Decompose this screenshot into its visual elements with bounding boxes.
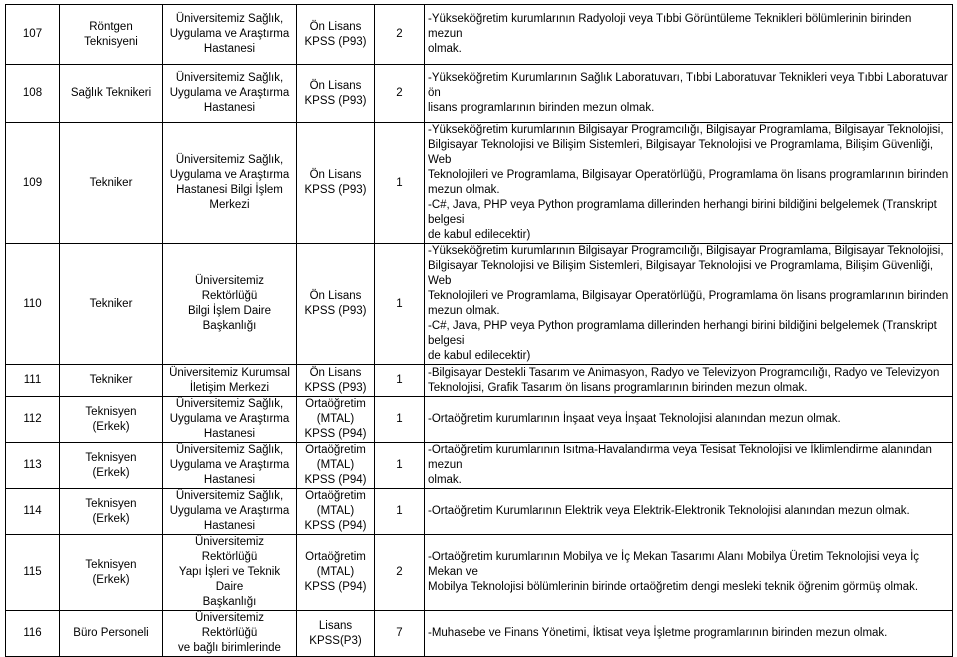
cell-line: Mobilya Teknolojisi bölümlerinin birinde ortaöğretim dengi mesleki teknik öğrenim görmüş olmak. (428, 581, 919, 593)
cell-line: Teknisyen (85, 558, 137, 571)
position-title (60, 5, 163, 65)
positions-table-body (6, 5, 953, 657)
position-title (60, 535, 163, 611)
cell-line: -Ortaöğretim kurumlarının Isıtma-Havalandırma veya Tesisat Teknolojisi ve İklimlendirme alanından mezun (428, 444, 932, 471)
cell-line: -Yükseköğretim kurumlarının Radyoloji veya Tıbbi Görüntüleme Teknikleri bölümlerinin birinden mezun (428, 13, 912, 40)
cell-line: Üniversitemiz Sağlık, (175, 490, 284, 502)
position-requirements (425, 65, 953, 123)
position-number: 116 (6, 611, 60, 657)
cell-line: Üniversitemiz Rektörlüğü (194, 536, 264, 563)
position-unit (163, 443, 297, 489)
cell-line: Bilgi İşlem Daire Başkanlığı (187, 305, 272, 332)
position-number: 109 (6, 123, 60, 244)
education-level (297, 365, 375, 397)
cell-line: -Ortaöğretim Kurumlarının Elektrik veya Elektrik-Elektronik Teknolojisi alanından mezun olmak. (428, 505, 910, 517)
position-requirements (425, 5, 953, 65)
cell-line: Lisans (318, 619, 353, 632)
cell-line: Üniversitemiz Sağlık, (175, 444, 284, 456)
cell-line: (MTAL) (316, 566, 355, 578)
cell-line: (Erkek) (92, 466, 130, 479)
cell-line: mezun olmak. (428, 184, 500, 196)
position-requirements (425, 535, 953, 611)
cell-line: KPSS (P94) (304, 520, 367, 532)
cell-line: Tekniker (89, 176, 133, 189)
cell-line: (MTAL) (316, 413, 355, 425)
position-title (60, 365, 163, 397)
education-level (297, 397, 375, 443)
cell-line: Ön Lisans (309, 366, 362, 379)
cell-line: Ön Lisans (309, 169, 362, 181)
position-requirements (425, 611, 953, 657)
position-count: 1 (375, 397, 425, 443)
cell-line: Hastanesi Bilgi İşlem (176, 184, 283, 196)
cell-line: -Ortaöğretim kurumlarının İnşaat veya İnşaat Teknolojisi alanından mezun olmak. (428, 413, 841, 425)
table-row (6, 123, 953, 244)
position-unit (163, 5, 297, 65)
position-count: 2 (375, 65, 425, 123)
cell-line: KPSS (P93) (304, 35, 367, 48)
position-unit (163, 489, 297, 535)
cell-line: (Erkek) (92, 573, 130, 586)
cell-line: Uygulama ve Araştırma (169, 505, 290, 517)
position-count: 7 (375, 611, 425, 657)
position-number: 111 (6, 365, 60, 397)
position-requirements (425, 123, 953, 244)
cell-line: Yapı İşleri ve Teknik Daire (178, 566, 281, 593)
cell-line: Üniversitemiz Sağlık, (175, 72, 284, 84)
position-requirements (425, 365, 953, 397)
position-count: 2 (375, 5, 425, 65)
position-unit (163, 397, 297, 443)
cell-line: Üniversitemiz Kurumsal (169, 366, 290, 379)
cell-line: Uygulama ve Araştırma (169, 413, 290, 425)
cell-line: KPSS (P94) (304, 428, 367, 440)
education-level (297, 65, 375, 123)
position-count: 1 (375, 123, 425, 244)
cell-line: Teknisyen (85, 497, 137, 510)
cell-line: Üniversitemiz Rektörlüğü (194, 275, 264, 302)
position-title (60, 443, 163, 489)
table-row (6, 489, 953, 535)
cell-line: (MTAL) (316, 505, 355, 517)
cell-line: Üniversitemiz Rektörlüğü (194, 612, 264, 639)
cell-line: Büro Personeli (73, 627, 149, 639)
cell-line: Hastanesi (203, 520, 256, 532)
cell-line: Merkezi (209, 199, 250, 211)
position-number: 114 (6, 489, 60, 535)
cell-line: Bilgisayar Teknolojisi ve Bilişim Sistemleri, Bilgisayar Teknolojisi ve Programlama, Bilişim Güvenliği, Web (428, 139, 934, 166)
cell-line: Üniversitemiz Sağlık, (175, 13, 284, 25)
position-title (60, 397, 163, 443)
cell-line: Hastanesi (203, 43, 256, 55)
cell-line: Uygulama ve Araştırma (169, 28, 290, 40)
position-unit (163, 65, 297, 123)
cell-line: İletişim Merkezi (189, 381, 270, 394)
position-number: 110 (6, 244, 60, 365)
cell-line: Ortaöğretim (305, 490, 366, 502)
position-number: 115 (6, 535, 60, 611)
cell-line: olmak. (428, 474, 462, 486)
cell-line: Üniversitemiz Sağlık, (175, 398, 284, 410)
education-level (297, 5, 375, 65)
education-level (297, 244, 375, 365)
position-title (60, 611, 163, 657)
cell-line: Teknolojileri ve Programlama, Bilgisayar Operatörlüğü, Programlama ön lisans programlarının birinden (428, 169, 949, 181)
cell-line: KPSS (P94) (304, 474, 367, 486)
cell-line: Bilgisayar Teknolojisi ve Bilişim Sistemleri, Bilgisayar Teknolojisi ve Programlama, Bilişim Güvenliği, Web (428, 260, 934, 287)
position-number: 108 (6, 65, 60, 123)
education-level (297, 123, 375, 244)
cell-line: KPSS(P3) (309, 634, 362, 647)
cell-line: Teknisyen (85, 451, 137, 464)
position-unit (163, 244, 297, 365)
table-row (6, 535, 953, 611)
cell-line: Teknolojisi, Grafik Tasarım ön lisans programlarının birinden mezun olmak. (428, 381, 808, 394)
cell-line: Teknolojileri ve Programlama, Bilgisayar Operatörlüğü, Programlama ön lisans programlarının birinden (428, 290, 949, 302)
cell-line: Ön Lisans (309, 79, 362, 92)
position-title (60, 489, 163, 535)
cell-line: de kabul edilecektir) (428, 350, 531, 362)
position-requirements (425, 489, 953, 535)
cell-line: KPSS (P93) (304, 184, 367, 196)
position-unit (163, 611, 297, 657)
cell-line: -Bilgisayar Destekli Tasarım ve Animasyon, Radyo ve Televizyon Programcılığı, Radyo ve Televizyon (428, 366, 940, 379)
positions-table (5, 4, 953, 657)
table-row (6, 397, 953, 443)
cell-line: Ön Lisans (309, 290, 362, 302)
position-count: 2 (375, 535, 425, 611)
table-row (6, 244, 953, 365)
cell-line: Ön Lisans (309, 20, 362, 33)
cell-line: (MTAL) (316, 459, 355, 471)
cell-line: -C#, Java, PHP veya Python programlama dillerinden herhangi birini bildiğini belgelemek (Transkript belgesi (428, 320, 937, 347)
position-count: 1 (375, 244, 425, 365)
table-row (6, 365, 953, 397)
position-requirements (425, 244, 953, 365)
table-row (6, 65, 953, 123)
cell-line: KPSS (P94) (304, 581, 367, 593)
cell-line: Hastanesi (203, 474, 256, 486)
cell-line: -Yükseköğretim kurumlarının Bilgisayar Programcılığı, Bilgisayar Programlama, Bilgisayar Teknolojisi, (428, 124, 944, 136)
cell-line: KPSS (P93) (304, 381, 367, 394)
cell-line: mezun olmak. (428, 305, 500, 317)
cell-line: Teknisyeni (84, 35, 138, 48)
cell-line: KPSS (P93) (304, 305, 367, 317)
cell-line: Hastanesi (203, 428, 256, 440)
position-requirements (425, 443, 953, 489)
cell-line: Uygulama ve Araştırma (169, 169, 290, 181)
table-row (6, 611, 953, 657)
position-title (60, 123, 163, 244)
position-unit (163, 365, 297, 397)
position-title (60, 244, 163, 365)
cell-line: -Muhasebe ve Finans Yönetimi, İktisat veya İşletme programlarının birinden mezun olmak. (428, 627, 888, 639)
cell-line: ve bağlı birimlerinde (178, 642, 281, 654)
education-level (297, 535, 375, 611)
cell-line: Röntgen (89, 20, 133, 33)
cell-line: olmak. (428, 43, 462, 55)
cell-line: KPSS (P93) (304, 94, 367, 107)
education-level (297, 489, 375, 535)
cell-line: Ortaöğretim (305, 398, 366, 410)
cell-line: Ortaöğretim (305, 444, 366, 456)
cell-line: de kabul edilecektir) (428, 229, 531, 241)
position-unit (163, 535, 297, 611)
education-level (297, 611, 375, 657)
cell-line: Ortaöğretim (305, 551, 366, 563)
position-count: 1 (375, 365, 425, 397)
position-number: 112 (6, 397, 60, 443)
education-level (297, 443, 375, 489)
cell-line: -Yükseköğretim kurumlarının Bilgisayar Programcılığı, Bilgisayar Programlama, Bilgisayar Teknolojisi, (428, 245, 944, 257)
position-unit (163, 123, 297, 244)
position-count: 1 (375, 489, 425, 535)
cell-line: Hastanesi (203, 102, 256, 114)
position-title (60, 65, 163, 123)
cell-line: Tekniker (89, 374, 133, 386)
cell-line: Üniversitemiz Sağlık, (175, 154, 284, 166)
cell-line: Uygulama ve Araştırma (169, 87, 290, 99)
position-count: 1 (375, 443, 425, 489)
cell-line: Uygulama ve Araştırma (169, 459, 290, 471)
cell-line: lisans programlarının birinden mezun olmak. (428, 102, 655, 114)
position-number: 113 (6, 443, 60, 489)
cell-line: Başkanlığı (202, 596, 257, 608)
cell-line: -Ortaöğretim kurumlarının Mobilya ve İç Mekan Tasarımı Alanı Mobilya Üretim Teknolojisi veya İç Mekan ve (428, 551, 920, 578)
table-row (6, 5, 953, 65)
cell-line: -Yükseköğretim Kurumlarının Sağlık Laboratuvarı, Tıbbi Laboratuvar Teknikleri veya Tıbbi Laboratuvar ön (428, 72, 948, 99)
position-requirements (425, 397, 953, 443)
cell-line: Sağlık Teknikeri (70, 87, 152, 99)
cell-line: (Erkek) (92, 420, 130, 433)
position-number: 107 (6, 5, 60, 65)
cell-line: Tekniker (89, 297, 133, 310)
cell-line: Teknisyen (85, 405, 137, 418)
table-row (6, 443, 953, 489)
cell-line: (Erkek) (92, 512, 130, 525)
cell-line: -C#, Java, PHP veya Python programlama dillerinden herhangi birini bildiğini belgelemek (Transkript belgesi (428, 199, 937, 226)
